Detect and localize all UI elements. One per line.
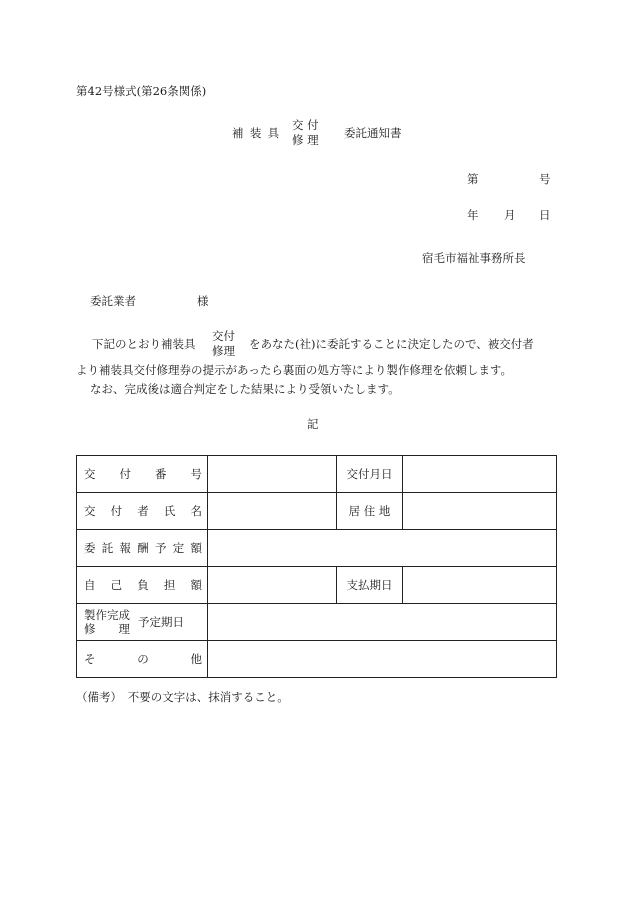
date-month: 月 <box>504 208 516 222</box>
number-prefix: 第 <box>467 172 479 186</box>
value-recipient-name <box>208 493 337 530</box>
value-planned-fee <box>208 530 557 567</box>
label-recipient-name: 交 付 者 氏 名 <box>77 493 208 530</box>
label-completion-date <box>77 604 208 641</box>
ki-marker: 記 <box>307 417 319 431</box>
label-planned-fee: 委 託 報 酬 予 定 額 <box>77 530 208 567</box>
body-alt-bottom: 修理 <box>212 343 235 358</box>
value-self-pay <box>208 567 337 604</box>
title-alt-top: 交 付 <box>292 118 319 132</box>
title-alt-bottom: 修 理 <box>292 132 319 147</box>
body-line3: なお、完成後は適合判定をした結果により受領いたします。 <box>90 382 400 396</box>
table-row <box>77 641 557 678</box>
title-prefix: 補装具 <box>232 126 286 140</box>
label-other: そ の 他 <box>77 641 208 678</box>
form-number: 第42号様式(第26条関係) <box>76 84 207 98</box>
issuer-name: 宿毛市福祉事務所長 <box>422 251 526 265</box>
label-completion-side: 予定期日 <box>138 615 184 629</box>
label-self-pay: 自 己 負 担 額 <box>77 567 208 604</box>
table-row <box>77 530 557 567</box>
value-payment-date <box>403 567 557 604</box>
table-row <box>77 604 557 641</box>
label-completion-top: 製作完成 <box>84 607 130 622</box>
value-other <box>208 641 557 678</box>
value-completion-date <box>208 604 557 641</box>
title-alternatives <box>292 120 319 146</box>
body-line1-before: 下記のとおり補装具 <box>92 337 196 351</box>
label-issue-date: 交付月日 <box>337 456 403 493</box>
remarks-note: （備考） 不要の文字は、抹消すること。 <box>76 690 289 704</box>
label-completion-bottom: 修 理 <box>84 622 130 636</box>
value-residence <box>403 493 557 530</box>
body-alt-top: 交付 <box>212 329 235 343</box>
label-payment-date: 支払期日 <box>337 567 403 604</box>
value-issue-date <box>403 456 557 493</box>
details-table <box>76 455 557 678</box>
label-issue-number: 交 付 番 号 <box>77 456 208 493</box>
label-residence: 居 住 地 <box>337 493 403 530</box>
title-suffix: 委託通知書 <box>344 126 402 140</box>
body-line2: より補装具交付修理券の提示があったら裏面の処方等により製作修理を依頼します。 <box>76 363 512 377</box>
table-row <box>77 567 557 604</box>
date-year: 年 <box>467 208 479 222</box>
date-day: 日 <box>539 208 551 222</box>
table-row <box>77 456 557 493</box>
body-alternatives <box>212 331 235 357</box>
body-line1-after: をあなた(社)に委託することに決定したので、被交付者 <box>249 337 534 351</box>
recipient-honorific: 様 <box>197 294 209 308</box>
value-issue-number <box>208 456 337 493</box>
recipient-label: 委託業者 <box>90 294 136 308</box>
number-suffix: 号 <box>539 172 551 186</box>
table-row <box>77 493 557 530</box>
